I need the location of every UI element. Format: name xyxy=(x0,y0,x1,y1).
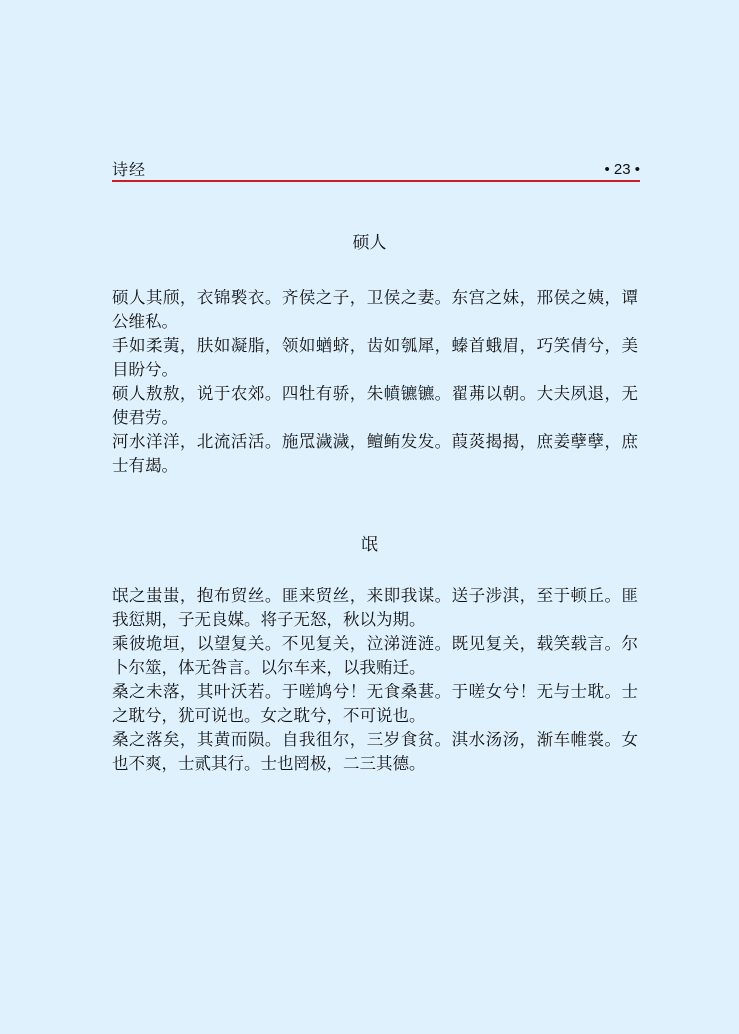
stanza: 硕人其颀，衣锦褧衣。齐侯之子，卫侯之妻。东宫之妹，邢侯之姨，谭公维私。 xyxy=(112,288,638,331)
page-header xyxy=(112,160,640,182)
poem-title-meng: 氓 xyxy=(361,535,378,555)
stanza: 河水洋洋，北流活活。施罛濊濊，鳣鲔发发。葭菼揭揭，庶姜孽孽，庶士有朅。 xyxy=(112,432,638,475)
poem-body-shuoren xyxy=(112,286,638,478)
stanza: 氓之蚩蚩，抱布贸丝。匪来贸丝，来即我谋。送子涉淇，至于顿丘。匪我愆期，子无良媒。将子无怒，秋以为期。 xyxy=(112,586,638,629)
stanza: 硕人敖敖，说于农郊。四牡有骄，朱幩镳镳。翟茀以朝。大夫夙退，无使君劳。 xyxy=(112,384,638,427)
poem-title-shuoren: 硕人 xyxy=(352,233,387,253)
page-number: • 23 • xyxy=(604,161,640,178)
stanza: 桑之未落，其叶沃若。于嗟鸠兮！无食桑葚。于嗟女兮！无与士耽。士之耽兮，犹可说也。女之耽兮，不可说也。 xyxy=(112,682,638,725)
stanza: 桑之落矣，其黄而陨。自我徂尔，三岁食贫。淇水汤汤，渐车帷裳。女也不爽，士贰其行。士也罔极，二三其德。 xyxy=(112,730,638,773)
stanza: 手如柔荑，肤如凝脂，领如蝤蛴，齿如瓠犀，螓首蛾眉，巧笑倩兮，美目盼兮。 xyxy=(112,336,638,379)
poem-body-meng xyxy=(112,584,638,776)
book-title: 诗经 xyxy=(112,160,147,179)
stanza: 乘彼垝垣，以望复关。不见复关，泣涕涟涟。既见复关，载笑载言。尔卜尔筮，体无咎言。以尔车来，以我贿迁。 xyxy=(112,634,638,677)
